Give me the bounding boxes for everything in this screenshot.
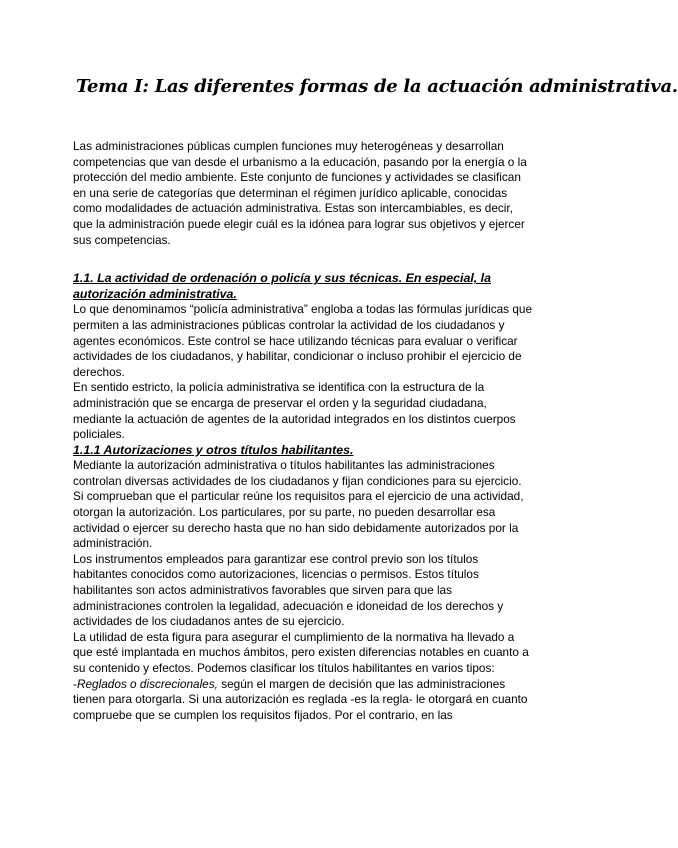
section-1-1-paragraph-1: Lo que denominamos “policía administrativa” engloba a todas las fórmulas jurídicas que permiten a las administraciones públicas controlar la actividad de los ciudadanos y agentes económicos. Este control se hace utilizando técnicas para evaluar o verificar actividades de los ciudadanos, y habilitar, condicionar o incluso prohibir el ejercicio de derechos. <box>73 302 533 379</box>
section-1-1-1-paragraph-4 <box>73 677 535 724</box>
section-1-1-1-paragraph-1: Mediante la autorización administrativa o títulos habilitantes las administraciones controlan diversas actividades de los ciudadanos y fijan condiciones para su ejercicio. Si comprueban que el particular reúne los requisitos para el ejercicio de una actividad, otorgan la autorización. Los particulares, por su parte, no pueden desarrollar esa actividad o ejercer su derecho hasta que no han sido debidamente autorizados por la administración. <box>73 458 524 551</box>
section-heading-1-1: 1.1. La actividad de ordenación o policía y sus técnicas. En especial, la autorización administrativa. <box>73 271 492 301</box>
emphasis-term: Reglados o discrecionales, <box>76 676 218 691</box>
section-1-1-1-paragraph-3: La utilidad de esta figura para asegurar el cumplimiento de la normativa ha llevado a que esté implantada en muchos ámbitos, pero existen diferencias notables en cuanto a su contenido y efectos. Podemos clasificar los títulos habilitantes en varios tipos: <box>73 629 529 675</box>
list-dash: - <box>73 676 77 691</box>
section-1-1-1-paragraph-2: Los instrumentos empleados para garantizar ese control previo son los títulos habitantes conocidos como autorizaciones, licencias o permisos. Estos títulos habilitantes son actos administrativos favorables que sirven para que las administraciones controlen la legalidad, adecuación e idoneidad de los derechos y actividades de los ciudadanos antes de su ejercicio. <box>73 551 504 629</box>
intro-paragraph: Las administraciones públicas cumplen funciones muy heterogéneas y desarrollan competencias que van desde el urbanismo a la educación, pasando por la energía o la protección del medio ambiente. Este conjunto de funciones y actividades se clasifican en una serie de categorías que determinan el régimen jurídico aplicable, conocidas como modalidades de actuación administrativa. Estas son intercambiables, es decir, que la administración puede elegir cuál es la idónea para lograr sus objetivos y ejercer sus competencias. <box>73 139 527 247</box>
section-heading-1-1-1: 1.1.1 Autorizaciones y otros títulos habilitantes. <box>73 442 354 457</box>
document-body <box>73 139 535 723</box>
paragraph-gap <box>73 248 535 271</box>
page-title: Tema I: Las diferentes formas de la actuación administrativa. <box>76 76 678 97</box>
section-1-1-paragraph-2: En sentido estricto, la policía administrativa se identifica con la estructura de la administración que se encarga de preservar el orden y la seguridad ciudadana, mediante la actuación de agentes de la autoridad integrados en los distintos cuerpos policiales. <box>73 380 516 442</box>
paragraph-continuation: según el margen de decisión que las administraciones tienen para otorgarla. Si una autorización es reglada -es la regla- le otorgará en cuanto compruebe que se cumplen los requisitos fijados. Por el contrario, en las <box>73 676 528 722</box>
